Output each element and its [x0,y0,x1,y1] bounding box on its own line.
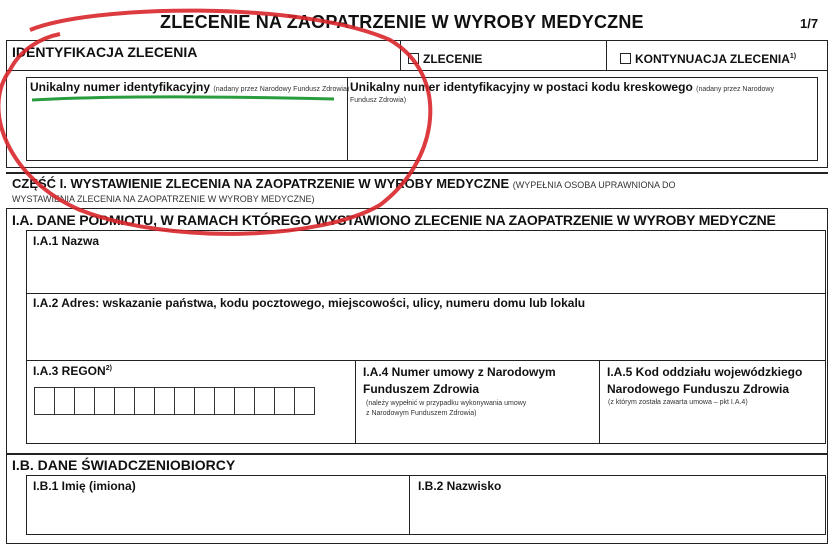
part1-note: WYSTAWIENIA ZLECENIA NA ZAOPATRZENIE W WYROBY MEDYCZNE) [12,194,315,204]
uid-label: Unikalny numer identyfikacyjny (nadany przez Narodowy Fundusz Zdrowia) [30,80,350,94]
section-a-title: I.A. DANE PODMIOTU, W RAMACH KTÓREGO WYSTAWIONO ZLECENIE NA ZAOPATRZENIE W WYROBY MEDYCZNE [12,212,776,228]
first-name-label: I.B.1 Imię (imiona) [33,479,136,493]
form-title: ZLECENIE NA ZAOPATRZENIE W WYROBY MEDYCZNE [160,12,644,32]
name-field[interactable] [26,230,826,294]
continuation-checkbox[interactable] [620,53,631,64]
order-option[interactable]: ZLECENIE [408,52,482,66]
page-number: 1/7 [800,16,819,31]
barcode-label: Unikalny numer identyfikacyjny w postaci kodu kreskowego (nadany przez Narodowy [350,80,774,94]
regon-label: I.A.3 REGON$^{2)}$ [33,364,112,378]
address-label: I.A.2 Adres: wskazanie państwa, kodu pocztowego, miejscowości, ulicy, numeru domu lub lokalu [33,296,586,310]
branch-code-note: (z którym została zawarta umowa – pkt I.A.4) [608,399,748,406]
barcode-note: Fundusz Zdrowia) [350,97,407,104]
contract-number-label: I.A.4 Numer umowy z Narodowym Funduszem Zdrowia [363,365,556,396]
continuation-option[interactable]: KONTYNUACJA ZLECENIA$^{1)}$ [620,52,796,66]
name-label: I.A.1 Nazwa [33,234,100,248]
order-checkbox[interactable] [408,53,419,64]
branch-code-label: I.A.5 Kod oddziału wojewódzkiego Narodowego Funduszu Zdrowia [607,365,803,396]
contract-number-note: (należy wypełnić w przypadku wykonywania umowy z Narodowym Funduszem Zdrowia) [366,400,527,417]
regon-input[interactable] [34,387,314,415]
last-name-label: I.B.2 Nazwisko [418,479,502,493]
section-b-title: I.B. DANE ŚWIADCZENIOBIORCY [12,457,236,473]
part1-title: CZĘŚĆ I. WYSTAWIENIE ZLECENIA NA ZAOPATRZENIE W WYROBY MEDYCZNE (WYPEŁNIA OSOBA UPRAWNIONA DO [12,176,676,191]
identification-title: IDENTYFIKACJA ZLECENIA [12,44,198,60]
